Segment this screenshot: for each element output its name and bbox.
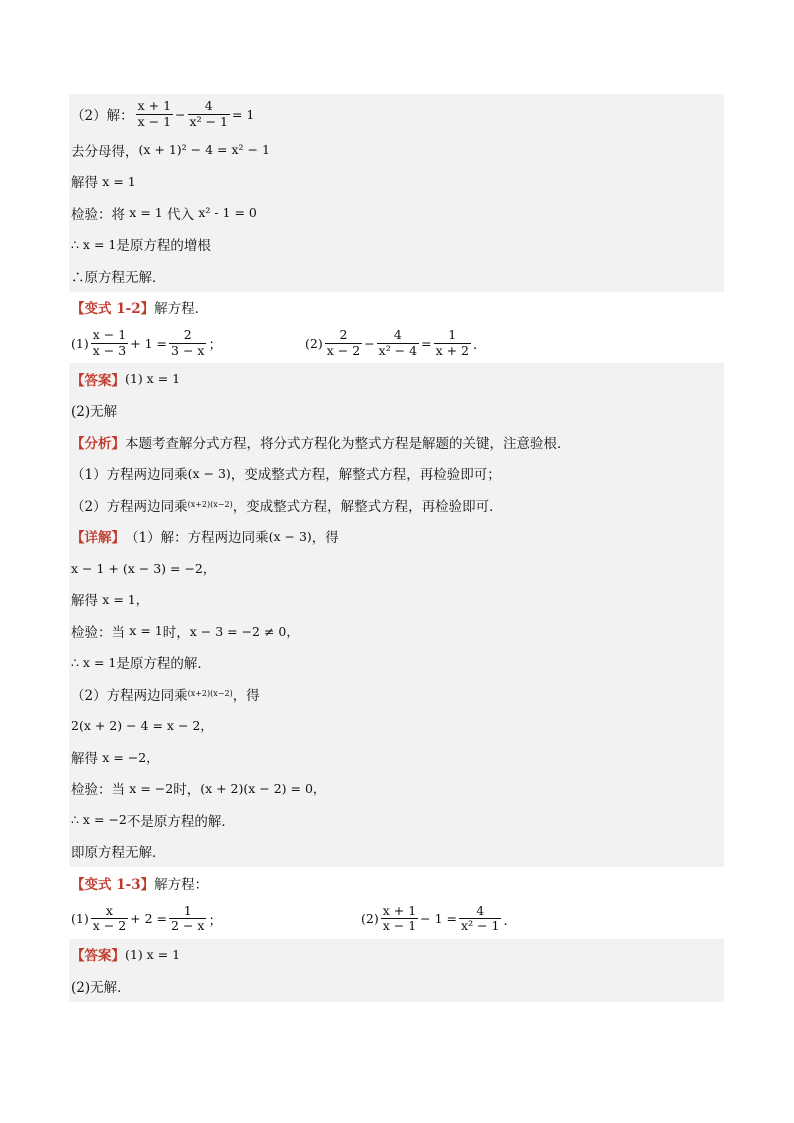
detail-line: 检验：当 x = 1 时， x − 3 = −2 ≠ 0， [69, 615, 724, 647]
analysis-line: （2）方程两边同乘 (x+2)(x−2) ，变成整式方程，解整式方程，再检验即可． [69, 489, 724, 521]
variant-heading: 【变式 1-2】 解方程． [71, 301, 209, 318]
problem-1: (1) $\frac{x - 1}{x - 3}$ + 1 = $\frac{2}{3 - x}$ ； [71, 327, 222, 358]
fraction: $\frac{2}{x - 2}$ [326, 327, 361, 358]
detail-line: 2(x + 2) − 4 = x − 2， [69, 710, 724, 742]
detail-line: ∴ x = 1 是原方程的解． [69, 647, 724, 679]
problem-line [69, 323, 724, 363]
detail-line: （2）方程两边同乘 (x+2)(x−2) ，得 [69, 678, 724, 710]
part-label: （2）解： [71, 108, 134, 124]
fraction: $\frac{x - 1}{x - 3}$ [92, 327, 127, 358]
fraction: $\frac{2}{3 - x}$ [171, 327, 205, 358]
document-page [69, 94, 724, 1002]
variant-heading: 【变式 1-3】 解方程： [71, 876, 209, 893]
detail-line: ∴ x = −2 不是原方程的解． [69, 804, 724, 836]
solution-line: ∴ x = 1 是原方程的增根 [69, 229, 724, 261]
fraction: $\frac{1}{x + 2}$ [435, 327, 469, 358]
detail-line: 即原方程无解． [69, 836, 724, 868]
fraction: $\frac{x}{x - 2}$ [92, 902, 127, 933]
problem-line [69, 899, 724, 939]
problem-2: (2) $\frac{2}{x - 2}$ − $\frac{4}{\text{x² − 4}}$ = $\frac{1}{x + 2}$ ． [305, 327, 487, 358]
solution-line: 去分母得， (x + 1)² − 4 = x² − 1 [69, 134, 724, 166]
detail-line: x − 1 + (x − 3) = −2， [69, 552, 724, 584]
analysis-line: （1）方程两边同乘 (x − 3) ，变成整式方程，解整式方程，再检验即可； [69, 458, 724, 490]
solution-line: 解得 x = 1 [69, 166, 724, 198]
fraction: $\frac{x + 1}{x - 1}$ [137, 98, 172, 129]
detail-line: 解得 x = 1， [69, 584, 724, 616]
answer-line: 【答案】 (1) x = 1 [69, 939, 724, 971]
detail-line: 【详解】 （1）解：方程两边同乘 (x − 3) ，得 [69, 521, 724, 553]
fraction: $\frac{4}{\text{x² − 4}}$ [378, 327, 418, 358]
answer-line: (2)无解． [69, 970, 724, 1002]
analysis-line: 【分析】 本题考查解分式方程，将分式方程化为整式方程是解题的关键，注意验根． [69, 426, 724, 458]
solution-line: ∴原方程无解． [69, 260, 724, 292]
solution-line-2: （2）解： $\frac{x + 1}{x - 1}$ − $\frac{4}{\text{x² − 1}}$ = 1 [69, 94, 724, 134]
problem-2: (2) $\frac{x + 1}{x - 1}$ − 1 = $\frac{4}{\text{x² − 1}}$ ． [361, 902, 517, 933]
fraction: $\frac{4}{\text{x² − 1}}$ [189, 98, 228, 129]
answer-line: (2)无解 [69, 395, 724, 427]
fraction: $\frac{x + 1}{x - 1}$ [382, 902, 417, 933]
detail-line: 检验：当 x = −2 时， (x + 2)(x − 2) = 0， [69, 773, 724, 805]
answer-line: 【答案】 (1) x = 1 [69, 363, 724, 395]
problem-1: (1) $\frac{x}{x - 2}$ + 2 = $\frac{1}{2 - x}$ ； [71, 902, 222, 933]
fraction: $\frac{4}{\text{x² − 1}}$ [461, 902, 500, 933]
fraction: $\frac{1}{2 - x}$ [171, 902, 205, 933]
solution-line: 检验：将 x = 1 代入 x² - 1 = 0 [69, 197, 724, 229]
detail-line: 解得 x = −2， [69, 741, 724, 773]
